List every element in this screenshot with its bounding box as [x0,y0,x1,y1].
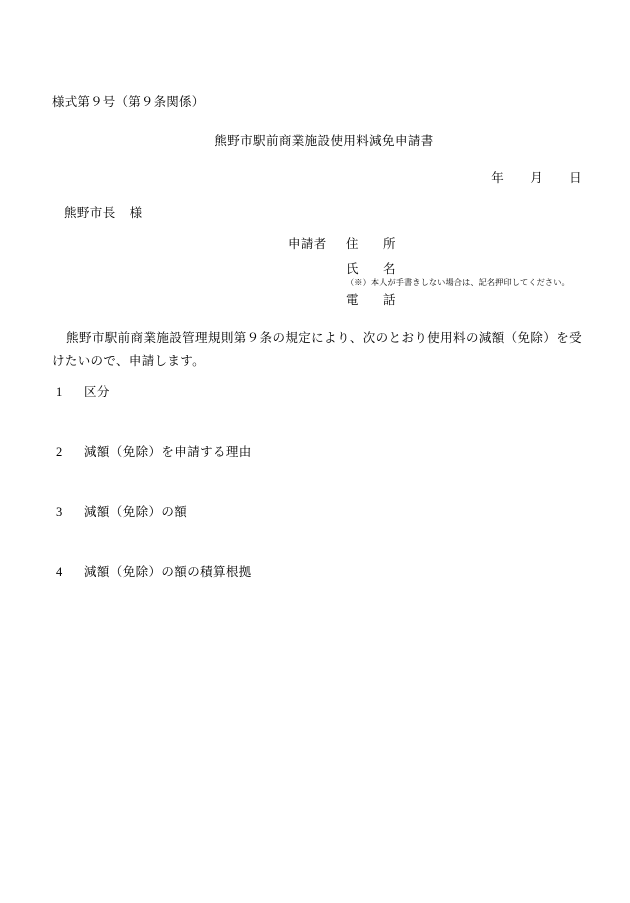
item-list [56,382,582,622]
item-label: 減額（免除）の額の積算根拠 [84,565,252,579]
item-label: 減額（免除）を申請する理由 [84,445,252,459]
date-line [491,168,582,186]
date-day-label: 日 [569,171,582,185]
applicant-name-label: 氏 名 [346,261,402,276]
applicant-address-row [288,238,570,251]
form-number: 様式第９号（第９条関係） [52,95,205,109]
item-number: 4 [56,565,63,579]
applicant-block [288,238,570,307]
applicant-label: 申請者 [288,237,327,251]
item-number: 1 [56,385,63,399]
applicant-name-note: （※）本人が手書きしない場合は、記名押印してください。 [346,278,570,287]
item-label: 区分 [84,385,110,399]
list-item [56,442,582,502]
list-item [56,502,582,562]
applicant-address-label: 住 所 [346,237,402,251]
body-paragraph-text: 熊野市駅前商業施設管理規則第９条の規定により、次のとおり使用料の減額（免除）を受けたいので、申請します。 [52,331,582,369]
applicant-tel-label: 電 話 [346,293,402,308]
applicant-name-row [288,263,570,276]
item-number: 2 [56,445,63,459]
body-paragraph [52,327,582,373]
item-label: 減額（免除）の額 [84,505,188,519]
list-item [56,382,582,442]
addressee-line [64,203,143,221]
applicant-tel-row [288,294,570,307]
item-number: 3 [56,505,63,519]
list-item [56,562,582,622]
addressee-name: 熊野市長 [64,206,116,220]
document-title: 熊野市駅前商業施設使用料減免申請書 [214,134,434,148]
date-month-label: 月 [530,171,544,185]
date-year-label: 年 [491,171,505,185]
addressee-honorific: 様 [129,206,143,220]
